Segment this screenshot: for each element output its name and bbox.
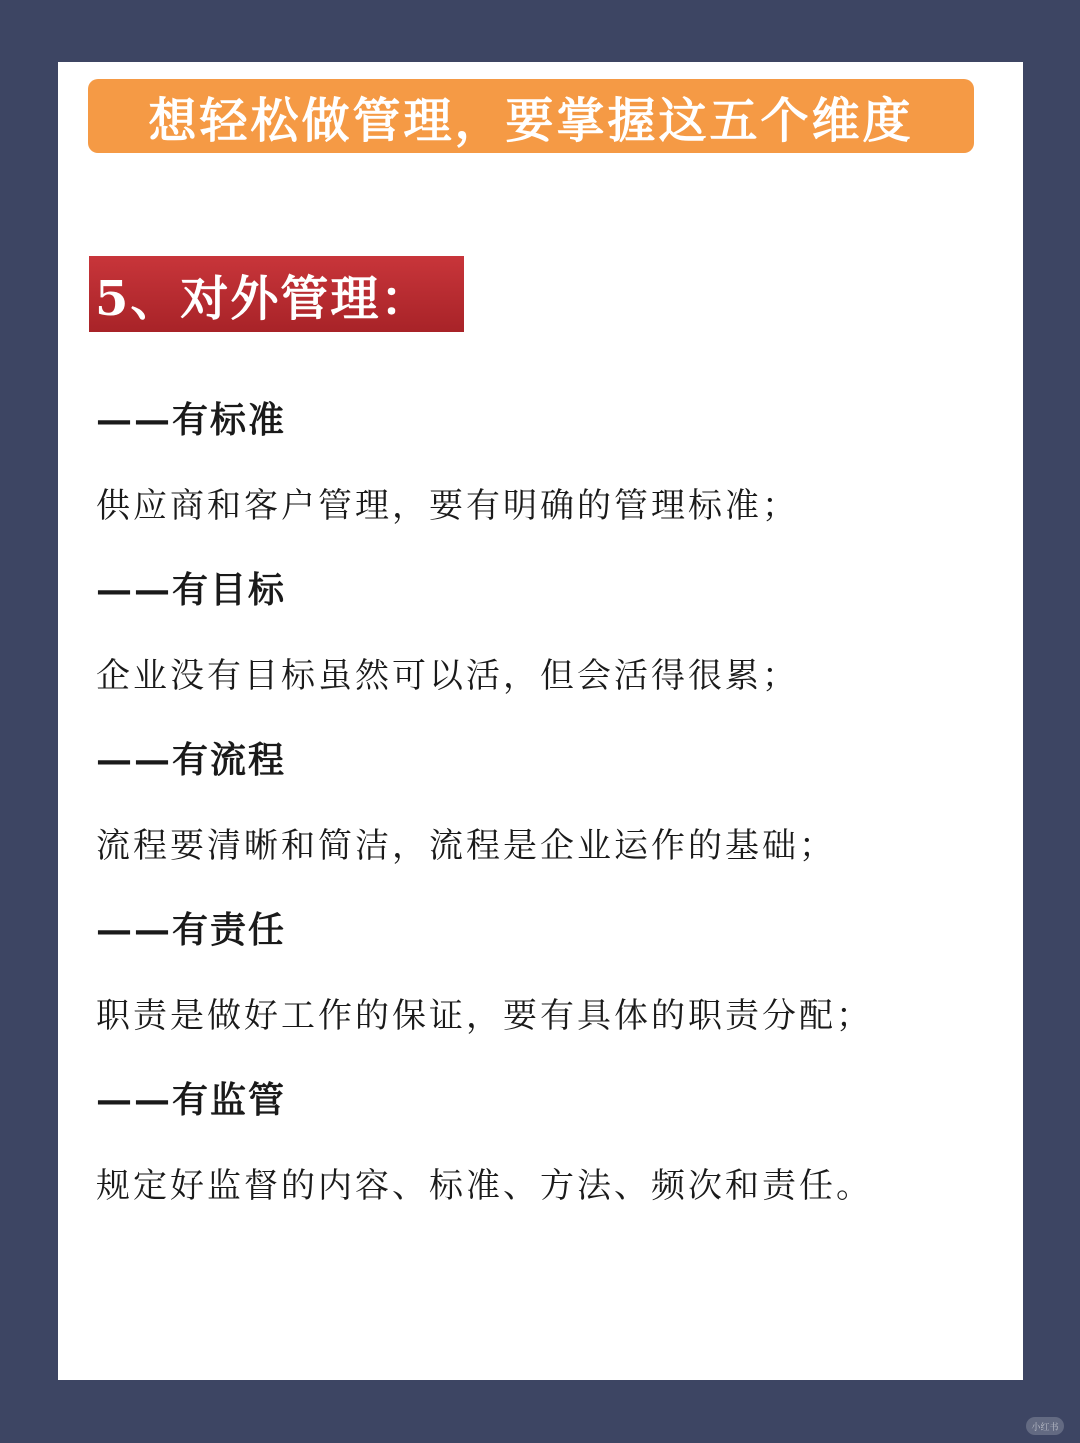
item-text-process: 流程要清晰和简洁，流程是企业运作的基础；	[96, 826, 836, 866]
section-label: 5、对外管理：	[89, 256, 464, 332]
item-heading-supervision: ——有监管	[96, 1079, 287, 1121]
item-heading-standard: ——有标准	[96, 399, 287, 441]
item-heading-process: ——有流程	[96, 739, 287, 781]
item-text-standard: 供应商和客户管理，要有明确的管理标准；	[96, 486, 799, 526]
item-text-goal: 企业没有目标虽然可以活，但会活得很累；	[96, 656, 799, 696]
watermark-logo: 小红书	[1026, 1417, 1064, 1435]
content-card	[58, 62, 1023, 1380]
title-banner: 想轻松做管理，要掌握这五个维度	[88, 79, 974, 153]
item-heading-goal: ——有目标	[96, 569, 287, 611]
item-text-responsibility: 职责是做好工作的保证，要有具体的职责分配；	[96, 996, 873, 1036]
item-text-supervision: 规定好监督的内容、标准、方法、频次和责任。	[96, 1166, 873, 1206]
item-heading-responsibility: ——有责任	[96, 909, 287, 951]
